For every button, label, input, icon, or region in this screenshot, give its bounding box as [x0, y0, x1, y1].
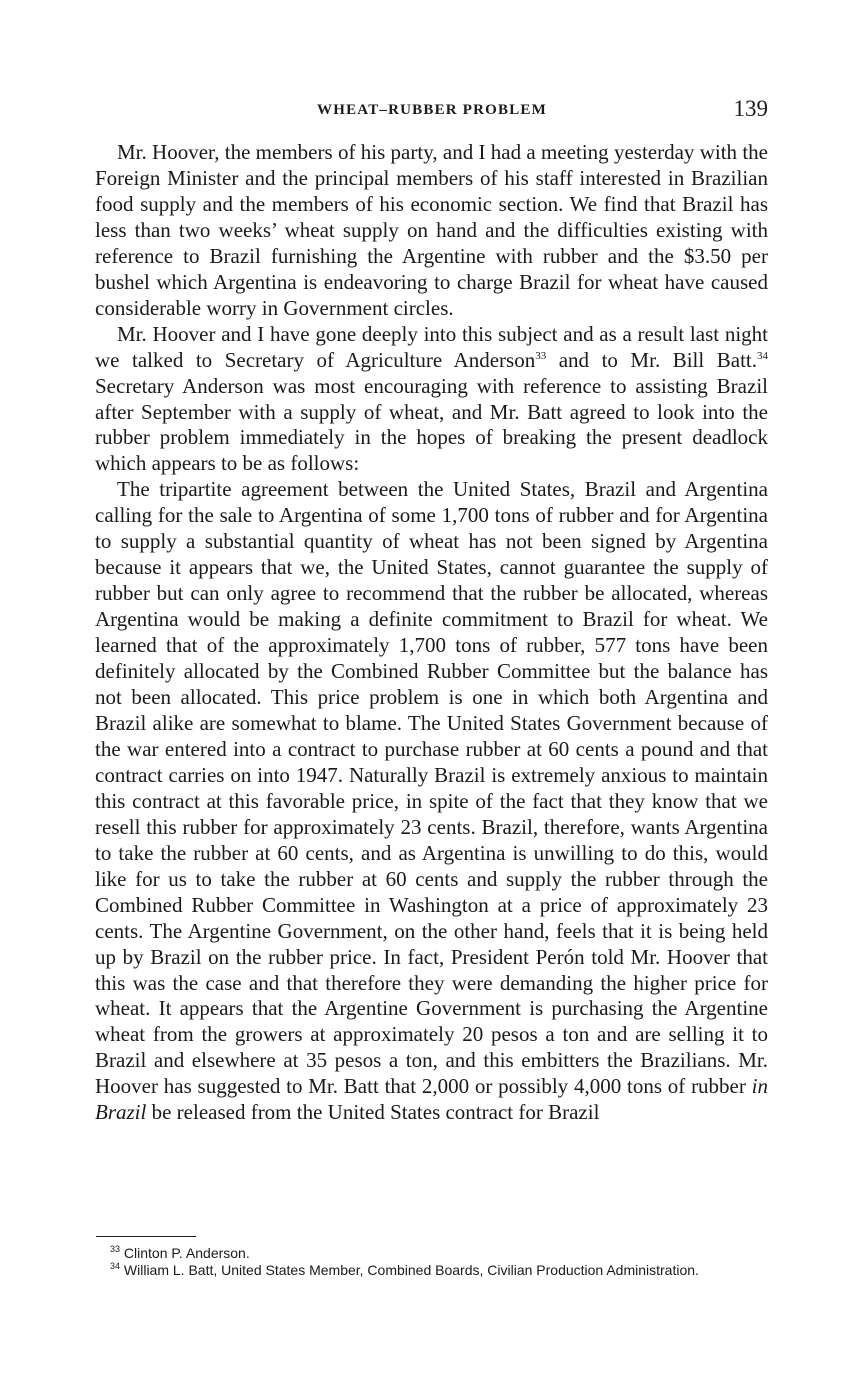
footnote-ref-34: 34: [757, 349, 768, 362]
paragraph-3: [95, 477, 768, 1126]
footnote-ref-33: 33: [535, 349, 547, 362]
footnote-text: William L. Batt, United States Member, Combined Boards, Civilian Production Administration.: [123, 1262, 699, 1278]
running-head: [96, 96, 768, 128]
footnote-34: [96, 1262, 768, 1279]
footnotes: [96, 1245, 768, 1279]
footnote-rule: [96, 1236, 196, 1237]
paragraph-2-text-b: and to Mr. Bill Batt.: [546, 347, 757, 372]
running-title: WHEAT–RUBBER PROBLEM: [317, 102, 547, 118]
paragraph-3-italic: in Brazil: [95, 1074, 768, 1125]
footnote-number: 33: [110, 1244, 121, 1254]
footnote-number: 34: [110, 1261, 121, 1271]
footnote-33: [96, 1245, 768, 1262]
page-number: 139: [733, 96, 768, 121]
paragraph-3-text-a: The tripartite agreement between the United States, Brazil and Argentina calling for the sale to Argentina of some 1,700 tons of rubber and for Argentina to supply a substantial quantity of wheat has not been signed by Argentina because it appears that we, the United States, cannot guarantee the supply of rubber but can only agree to recommend that the rubber be allocated, whereas Argentina would be making a definite commitment to Brazil for wheat. We learned that of the approximately 1,700 tons of rubber, 577 tons have been definitely allocated by the Combined Rubber Committee but the balance has not been allocated. This price problem is one in which both Argentina and Brazil alike are somewhat to blame. The United States Government because of the war entered into a contract to purchase rubber at 60 cents a pound and that contract carries on into 1947. Naturally Brazil is extremely anxious to maintain this contract at this favorable price, in spite of the fact that they know that we resell this rubber for approximately 23 cents. Brazil, therefore, wants Argentina to take the rubber at 60 cents, and as Argentina is unwilling to do this, would like for us to take the rubber at 60 cents and supply the rubber through the Combined Rubber Committee in Washington at a price of approximately 23 cents. The Argentine Government, on the other hand, feels that it is being held up by Brazil on the rubber price. In fact, President Perón told Mr. Hoover that this was the case and that therefore they were demanding the higher price for wheat. It appears that the Argentine Government is purchasing the Argentine wheat from the growers at approximately 20 pesos a ton and are selling it to Brazil and elsewhere at 35 pesos a ton, and this embitters the Brazilians. Mr. Hoover has suggested to Mr. Batt that 2,000 or possibly 4,000 tons of rubber: [95, 477, 768, 1099]
footnote-text: Clinton P. Anderson.: [123, 1245, 250, 1261]
paragraph-2-text-c: Secretary Anderson was most encouraging with reference to assisting Brazil after September with a supply of wheat, and Mr. Batt agreed to look into the rubber problem immediately in the hopes of breaking the present deadlock which appears to be as follows:: [95, 373, 768, 476]
body-text: [95, 140, 768, 1126]
paragraph-3-text-b: be released from the United States contract for Brazil: [146, 1100, 600, 1125]
paragraph-1: [95, 140, 768, 322]
paragraph-2: [95, 322, 768, 478]
paragraph-2-text-a: Mr. Hoover and I have gone deeply into this subject and as a result last night we talked to Secretary of Agriculture Anderson: [95, 321, 768, 372]
paragraph-1-text: Mr. Hoover, the members of his party, and I had a meeting yesterday with the Foreign Minister and the principal members of his staff interested in Brazilian food supply and the members of his economic section. We find that Brazil has less than two weeks’ wheat supply on hand and the difficulties existing with reference to Brazil furnishing the Argentine with rubber and the $3.50 per bushel which Argentina is endeavoring to charge Brazil for wheat have caused considerable worry in Government circles.: [95, 140, 768, 320]
